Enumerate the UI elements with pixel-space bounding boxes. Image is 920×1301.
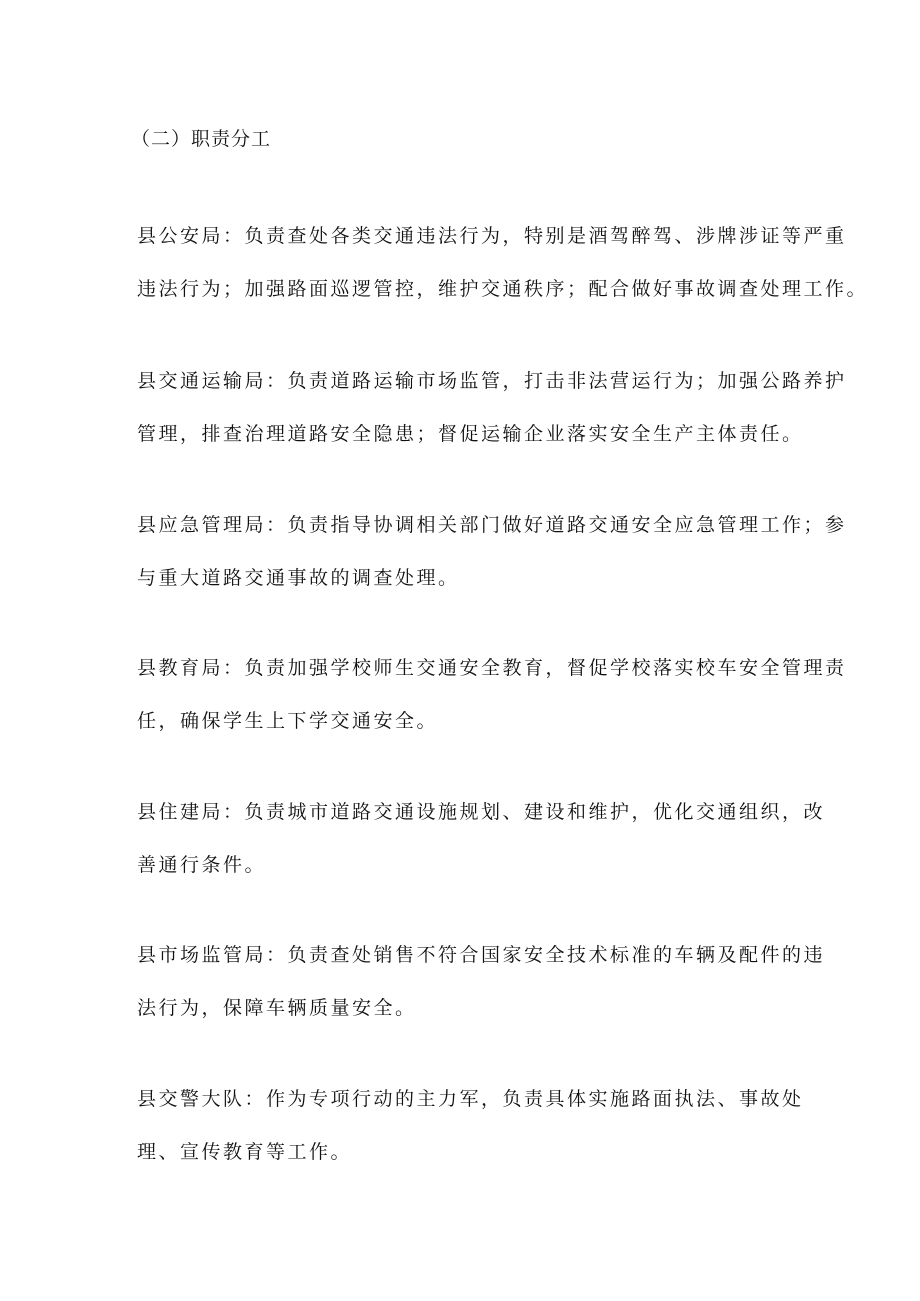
paragraph-line: 法行为，保障车辆质量安全。 [137, 997, 417, 1019]
paragraph-education [137, 642, 847, 748]
paragraph-line: 县交警大队：作为专项行动的主力军，负责具体实施路面执法、事故处 [137, 1088, 804, 1110]
paragraph-emergency [137, 499, 847, 605]
paragraph-line: 县教育局：负责加强学校师生交通安全教育，督促学校落实校车安全管理责 [137, 657, 847, 679]
paragraph-public-security [137, 210, 869, 316]
paragraph-line: 县住建局：负责城市道路交通设施规划、建设和维护，优化交通组织，改 [137, 801, 826, 823]
paragraph-line: 善通行条件。 [137, 854, 267, 876]
paragraph-line: 县应急管理局：负责指导协调相关部门做好道路交通安全应急管理工作；参 [137, 514, 847, 536]
paragraph-line: 县交通运输局：负责道路运输市场监管，打击非法营运行为；加强公路养护 [137, 370, 847, 392]
paragraph-line: 管理，排查治理道路安全隐患；督促运输企业落实安全生产主体责任。 [137, 423, 804, 445]
paragraph-market-supervision [137, 929, 826, 1035]
section-heading: （二）职责分工 [131, 128, 272, 150]
paragraph-line: 县公安局：负责查处各类交通违法行为，特别是酒驾醉驾、涉牌涉证等严重 [137, 225, 847, 247]
paragraph-line: 任，确保学生上下学交通安全。 [137, 710, 439, 732]
paragraph-line: 理、宣传教育等工作。 [137, 1141, 353, 1163]
paragraph-line: 与重大道路交通事故的调查处理。 [137, 567, 460, 589]
paragraph-traffic-police [137, 1073, 804, 1179]
paragraph-transport [137, 355, 847, 461]
paragraph-line: 违法行为；加强路面巡逻管控，维护交通秩序；配合做好事故调查处理工作。 [137, 278, 869, 300]
paragraph-housing [137, 786, 826, 892]
paragraph-line: 县市场监管局：负责查处销售不符合国家安全技术标准的车辆及配件的违 [137, 944, 826, 966]
